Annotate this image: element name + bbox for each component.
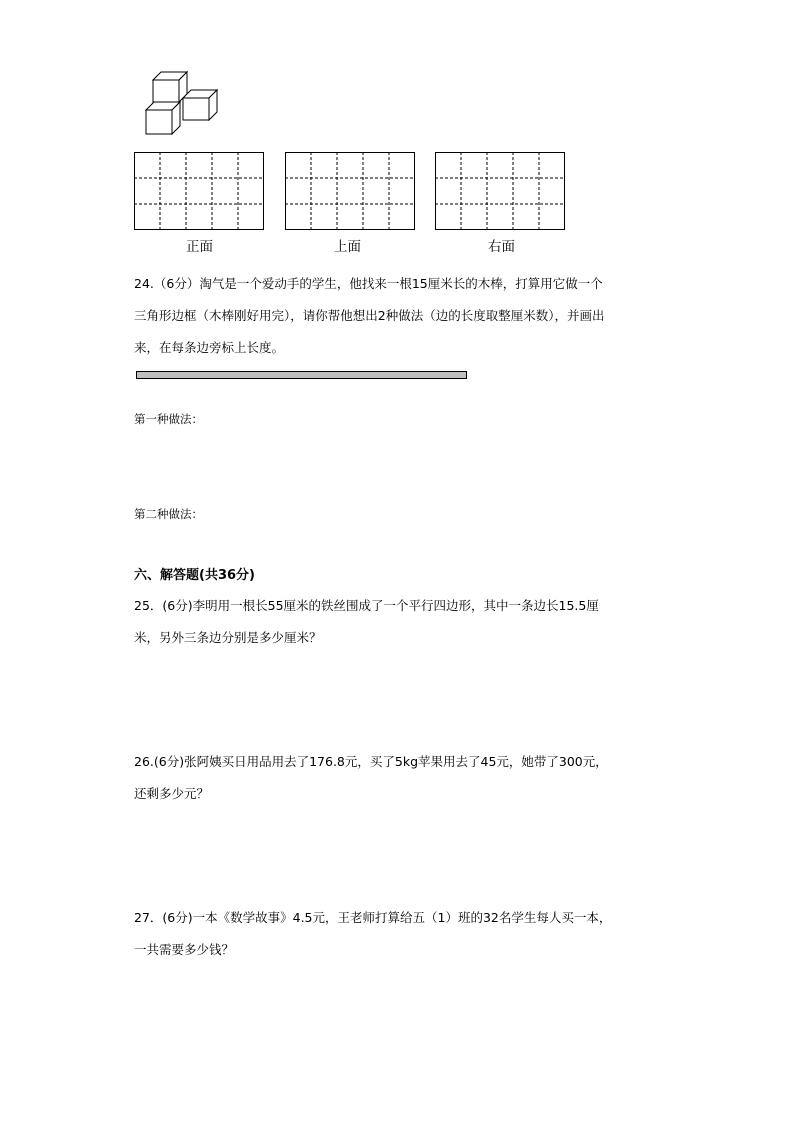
q24-line2: 三角形边框（木棒刚好用完），请你帮他想出2种做法（边的长度取整厘米数），并画出 <box>134 308 605 323</box>
label-front: 正面 <box>186 239 213 255</box>
method1-label: 第一种做法： <box>134 412 203 426</box>
q27-line2: 一共需要多少钱？ <box>134 942 235 957</box>
grid-top-view[interactable] <box>285 152 415 230</box>
method2-label: 第二种做法： <box>134 507 203 521</box>
label-right: 右面 <box>488 239 515 255</box>
grid-front-view[interactable] <box>134 152 264 230</box>
label-top: 上面 <box>334 239 361 255</box>
q26-line1: 26.(6分)张阿姨买日用品用去了176.8元，买了5kg苹果用去了45元，她带了300元， <box>134 754 608 769</box>
q25-line2: 米，另外三条边分别是多少厘米？ <box>134 630 322 645</box>
wooden-stick <box>136 371 467 379</box>
q27-line1: 27．(6分)一本《数学故事》4.5元，王老师打算给五（1）班的32名学生每人买一本， <box>134 910 612 925</box>
q24-line1: 24.（6分）淘气是一个爱动手的学生，他找来一根15厘米长的木棒，打算用它做一个 <box>134 276 603 291</box>
q24-line3: 来，在每条边旁标上长度。 <box>134 340 285 355</box>
cubes-figure <box>140 66 230 138</box>
section6-title: 六、解答题(共36分) <box>134 568 255 583</box>
q25-line1: 25．(6分)李明用一根长55厘米的铁丝围成了一个平行四边形，其中一条边长15.5厘 <box>134 598 599 613</box>
q26-line2: 还剩多少元？ <box>134 786 210 801</box>
grid-right-view[interactable] <box>435 152 565 230</box>
